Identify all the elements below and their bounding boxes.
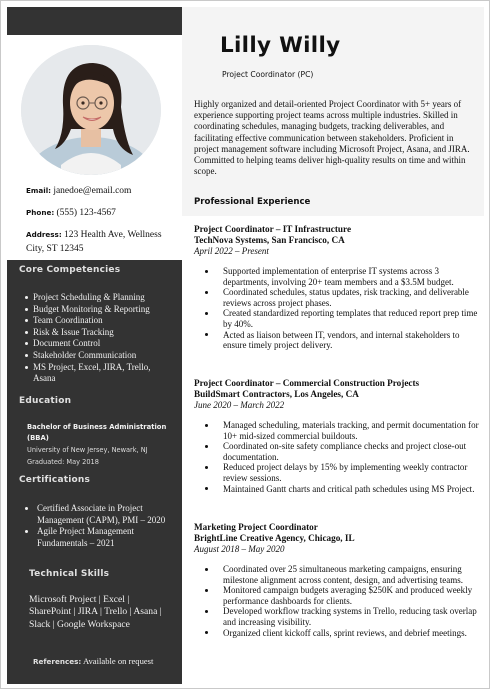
job-dates: June 2020 – March 2022 — [194, 400, 285, 410]
list-item: Maintained Gantt charts and critical path schedules using MS Project. — [194, 484, 481, 495]
job-bullets — [194, 266, 481, 351]
list-item: Agile Project Management Fundamentals – 2021 — [25, 526, 167, 549]
list-item: MS Project, Excel, JIRA, Trello, Asana — [25, 362, 173, 385]
competencies-list — [25, 292, 173, 385]
job-dates: August 2018 – May 2020 — [194, 544, 285, 554]
education-heading: Education — [19, 396, 72, 406]
profile-photo — [21, 45, 161, 175]
job-entry — [194, 224, 481, 351]
job-title: Marketing Project Coordinator — [194, 522, 318, 532]
list-item: Organized client kickoff calls, sprint reviews, and debrief meetings. — [194, 628, 481, 639]
list-item: Risk & Issue Tracking — [25, 327, 173, 339]
experience-heading: Professional Experience — [194, 197, 311, 207]
education-graduation: Graduated: May 2018 — [27, 458, 99, 466]
education-school: University of New Jersey, Newark, NJ — [27, 446, 148, 454]
certifications-list — [25, 503, 167, 549]
job-title: Project Coordinator – Commercial Construction Projects — [194, 378, 420, 388]
job-company: BuildSmart Contractors, Los Angeles, CA — [194, 389, 359, 399]
profile-photo-illustration — [21, 45, 161, 175]
job-dates: April 2022 – Present — [194, 246, 269, 256]
job-bullets — [194, 420, 481, 494]
summary-paragraph: Highly organized and detail-oriented Project Coordinator with 5+ years of experience supporting project teams across multiple industries. Skilled in coordinating schedules, managing budgets, tracking deliverables, and facilitating effective communication between stakeholders. Proficient in project management software including Microsoft Project, Asana, and JIRA. Committed to helping teams deliver high-quality results on time and within scope. — [194, 99, 470, 177]
job-company: TechNova Systems, San Francisco, CA — [194, 235, 345, 245]
certifications-heading: Certifications — [19, 475, 91, 485]
sidebar-top-band — [7, 7, 182, 35]
contact-email: Email: janedoe@email.com — [26, 186, 132, 196]
references-line: References: Available on request — [33, 656, 154, 666]
candidate-name: Lilly Willy — [220, 33, 341, 58]
contact-phone: Phone: (555) 123-4567 — [26, 208, 116, 218]
list-item: Coordinated over 25 simultaneous marketing campaigns, ensuring milestone alignment across content, design, and advertising teams. — [194, 564, 481, 585]
job-bullets — [194, 564, 481, 638]
list-item: Project Scheduling & Planning — [25, 292, 173, 304]
skills-heading: Technical Skills — [29, 569, 110, 579]
job-entry — [194, 378, 481, 494]
job-title: Project Coordinator – IT Infrastructure — [194, 224, 352, 234]
list-item: Supported implementation of enterprise IT systems across 3 departments, involving 20+ team members and a $3.5M budget. — [194, 266, 481, 287]
job-entry — [194, 522, 481, 638]
contact-address: Address: 123 Health Ave, Wellness City, ST 12345 — [26, 230, 162, 254]
candidate-role: Project Coordinator (PC) — [222, 70, 314, 79]
skills-text: Microsoft Project | Excel | SharePoint | JIRA | Trello | Asana | Slack | Google Workspace — [29, 594, 162, 630]
education-degree: Bachelor of Business Administration (BBA) — [27, 423, 167, 442]
list-item: Document Control — [25, 338, 173, 350]
competencies-heading: Core Competencies — [19, 265, 121, 275]
list-item: Reduced project delays by 15% by implementing weekly contractor review sessions. — [194, 462, 481, 483]
job-company: BrightLine Creative Agency, Chicago, IL — [194, 533, 355, 543]
contact-block — [26, 184, 176, 264]
list-item: Managed scheduling, materials tracking, and permit documentation for 10+ mid-sized commercial buildouts. — [194, 420, 481, 441]
list-item: Monitored campaign budgets averaging $250K and produced weekly performance dashboards for clients. — [194, 585, 481, 606]
list-item: Team Coordination — [25, 315, 173, 327]
list-item: Certified Associate in Project Management (CAPM), PMI – 2020 — [25, 503, 167, 526]
list-item: Acted as liaison between IT, vendors, and internal stakeholders to ensure timely project delivery. — [194, 330, 481, 351]
list-item: Stakeholder Communication — [25, 350, 173, 362]
list-item: Created standardized reporting templates that reduced report prep time by 40%. — [194, 308, 481, 329]
email-link[interactable]: janedoe@email.com — [53, 186, 132, 196]
list-item: Coordinated on-site safety compliance checks and project close-out documentation. — [194, 441, 481, 462]
list-item: Coordinated schedules, status updates, risk tracking, and deliverable reviews across project phases. — [194, 287, 481, 308]
list-item: Developed workflow tracking systems in Trello, reducing task overlap and increasing visibility. — [194, 606, 481, 627]
list-item: Budget Monitoring & Reporting — [25, 304, 173, 316]
